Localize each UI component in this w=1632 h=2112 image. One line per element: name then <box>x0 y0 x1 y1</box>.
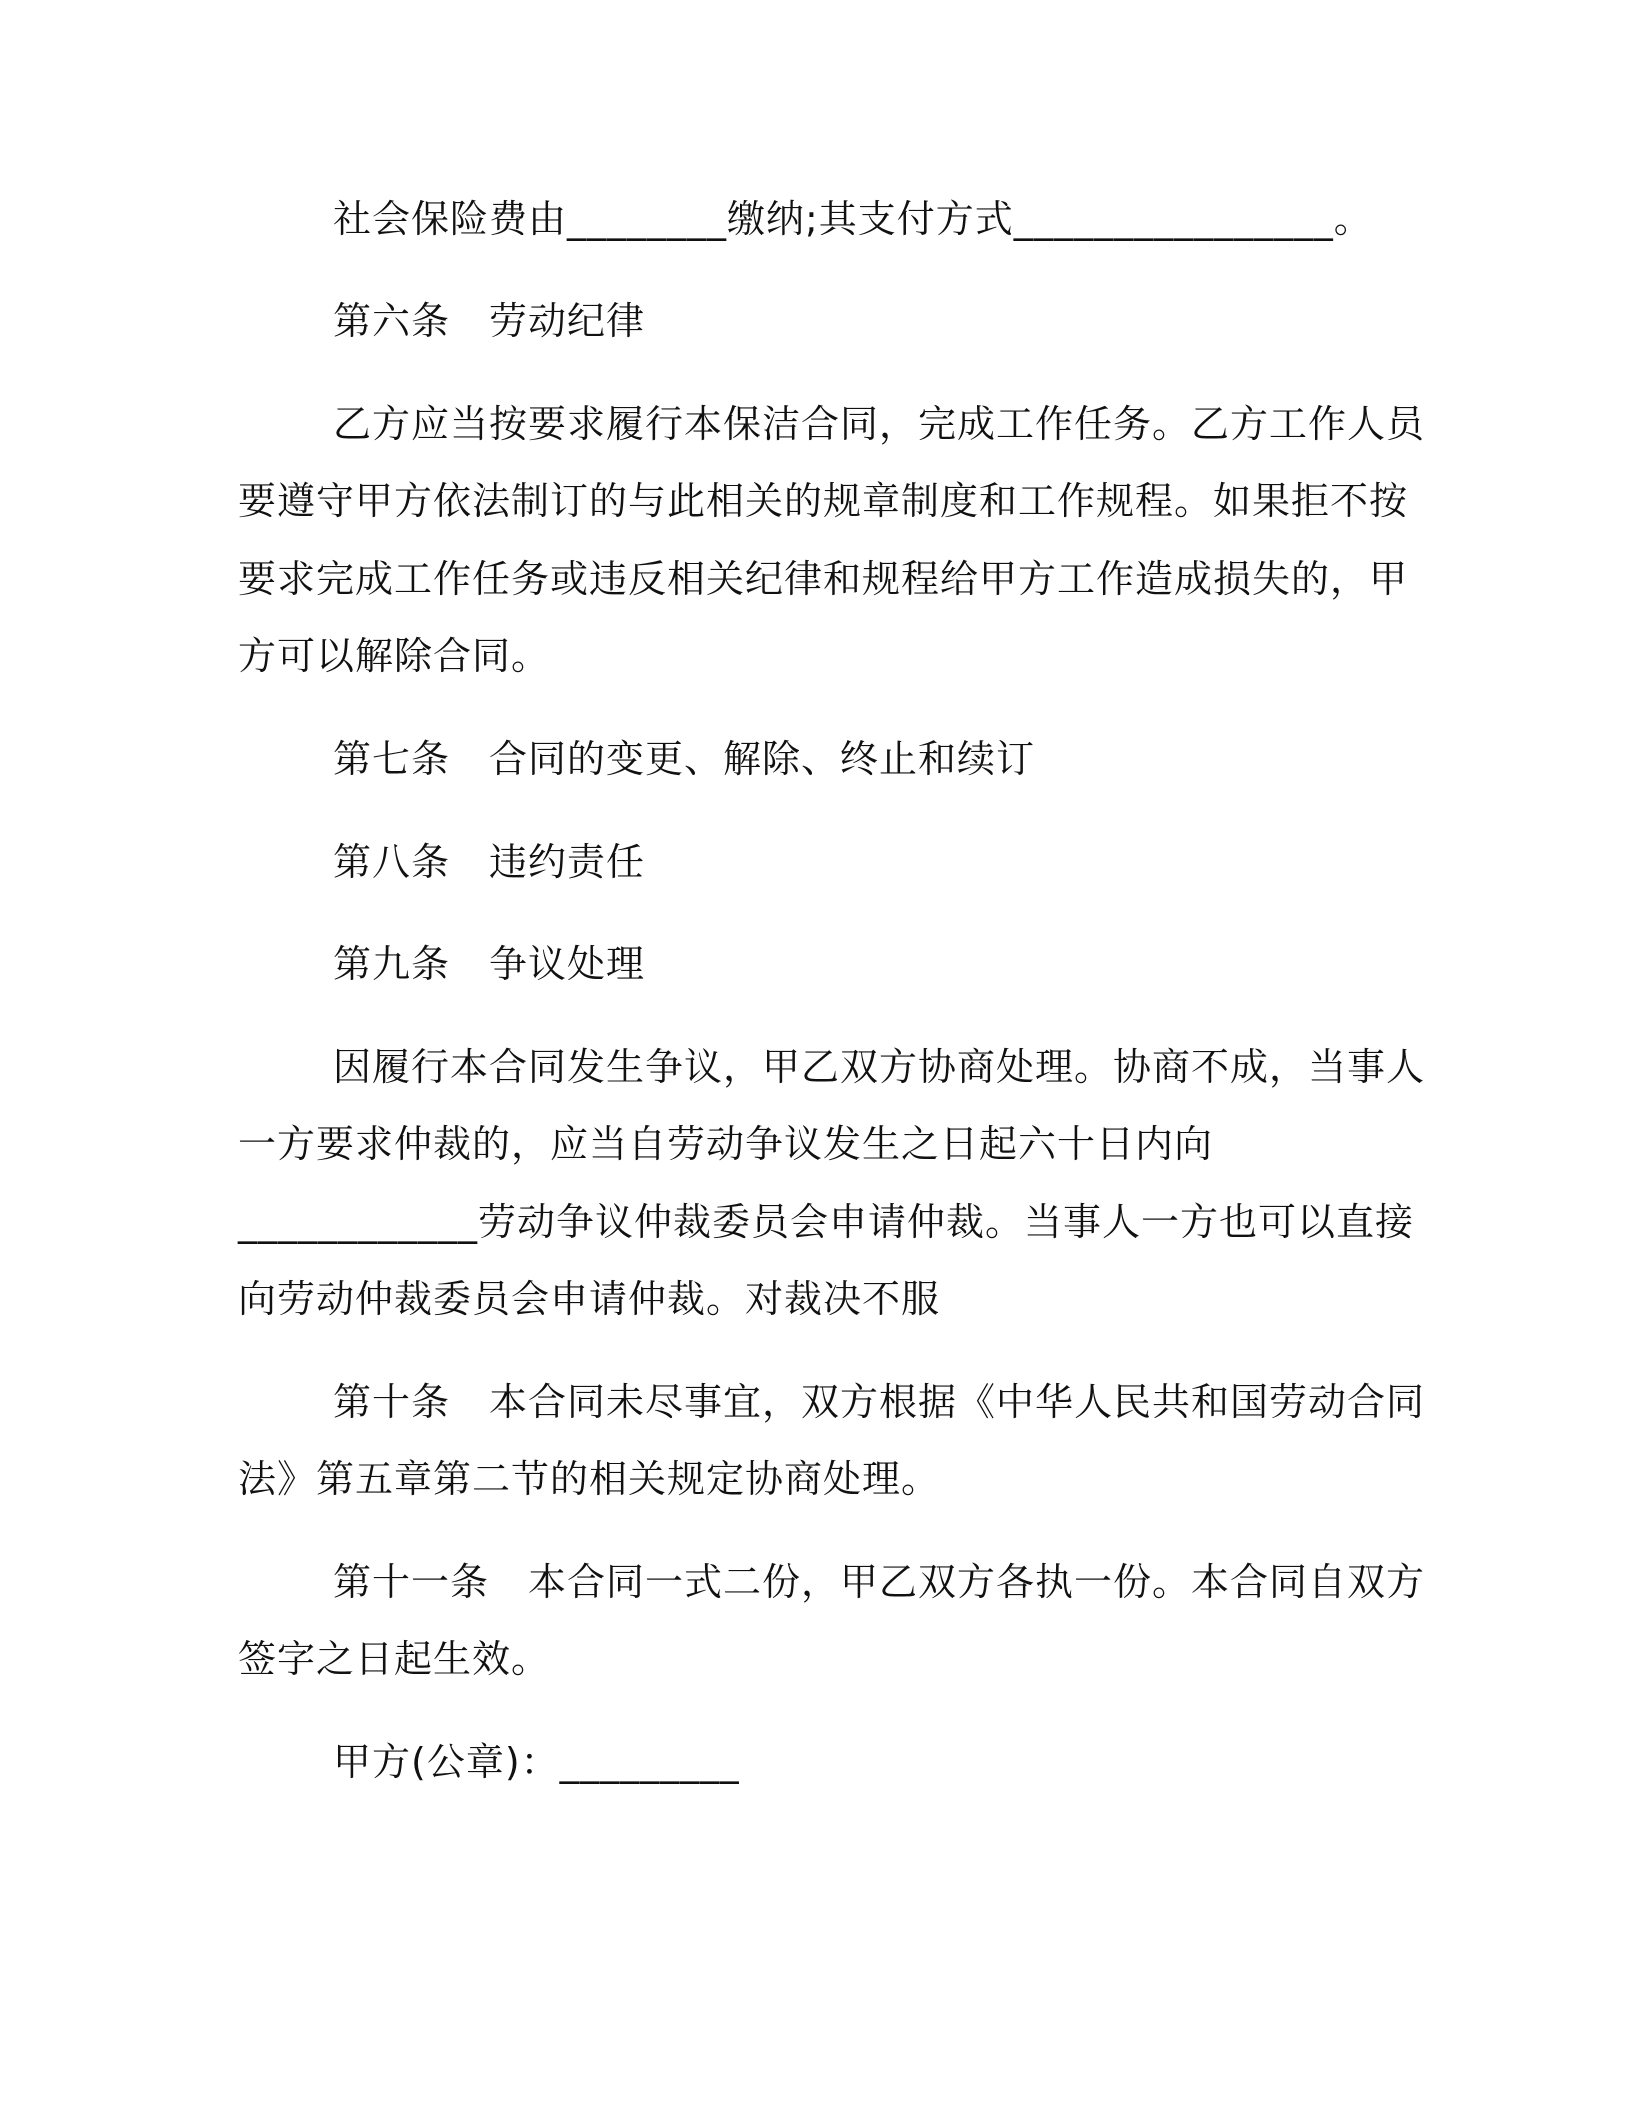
article-6-text-line-2: 要遵守甲方依法制订的与此相关的规章制度和工作规程。如果拒不按 <box>238 479 1409 523</box>
article-9-text-line-1: 因履行本合同发生争议，甲乙双方协商处理。协商不成，当事人 <box>333 1045 1426 1089</box>
article-9-text-line-2: 一方要求仲裁的，应当自劳动争议发生之日起六十日内向 <box>238 1122 1214 1166</box>
article-7-heading: 第七条 合同的变更、解除、终止和续订 <box>333 737 1036 781</box>
article-6-text-line-4: 方可以解除合同。 <box>238 634 551 678</box>
article-6-heading: 第六条 劳动纪律 <box>333 299 646 343</box>
article-10-line-2: 法》第五章第二节的相关规定协商处理。 <box>238 1457 941 1501</box>
article-11-line-1: 第十一条 本合同一式二份，甲乙双方各执一份。本合同自双方 <box>333 1560 1426 1604</box>
article-9-text-line-4: 向劳动仲裁委员会申请仲裁。对裁决不服 <box>238 1277 941 1321</box>
article-9-heading: 第九条 争议处理 <box>333 942 646 986</box>
article-8-heading: 第八条 违约责任 <box>333 840 646 884</box>
article-6-text-line-1: 乙方应当按要求履行本保洁合同，完成工作任务。乙方工作人员 <box>333 402 1426 446</box>
party-a-seal-line: 甲方(公章)：_________ <box>333 1740 740 1784</box>
article-11-line-2: 签字之日起生效。 <box>238 1637 551 1681</box>
article-6-text-line-3: 要求完成工作任务或违反相关纪律和规程给甲方工作造成损失的，甲 <box>238 557 1409 601</box>
social-insurance-line: 社会保险费由________缴纳;其支付方式________________。 <box>333 197 1373 241</box>
article-9-text-line-3: ____________劳动争议仲裁委员会申请仲裁。当事人一方也可以直接 <box>238 1200 1415 1244</box>
article-10-line-1: 第十条 本合同未尽事宜，双方根据《中华人民共和国劳动合同 <box>333 1380 1426 1424</box>
